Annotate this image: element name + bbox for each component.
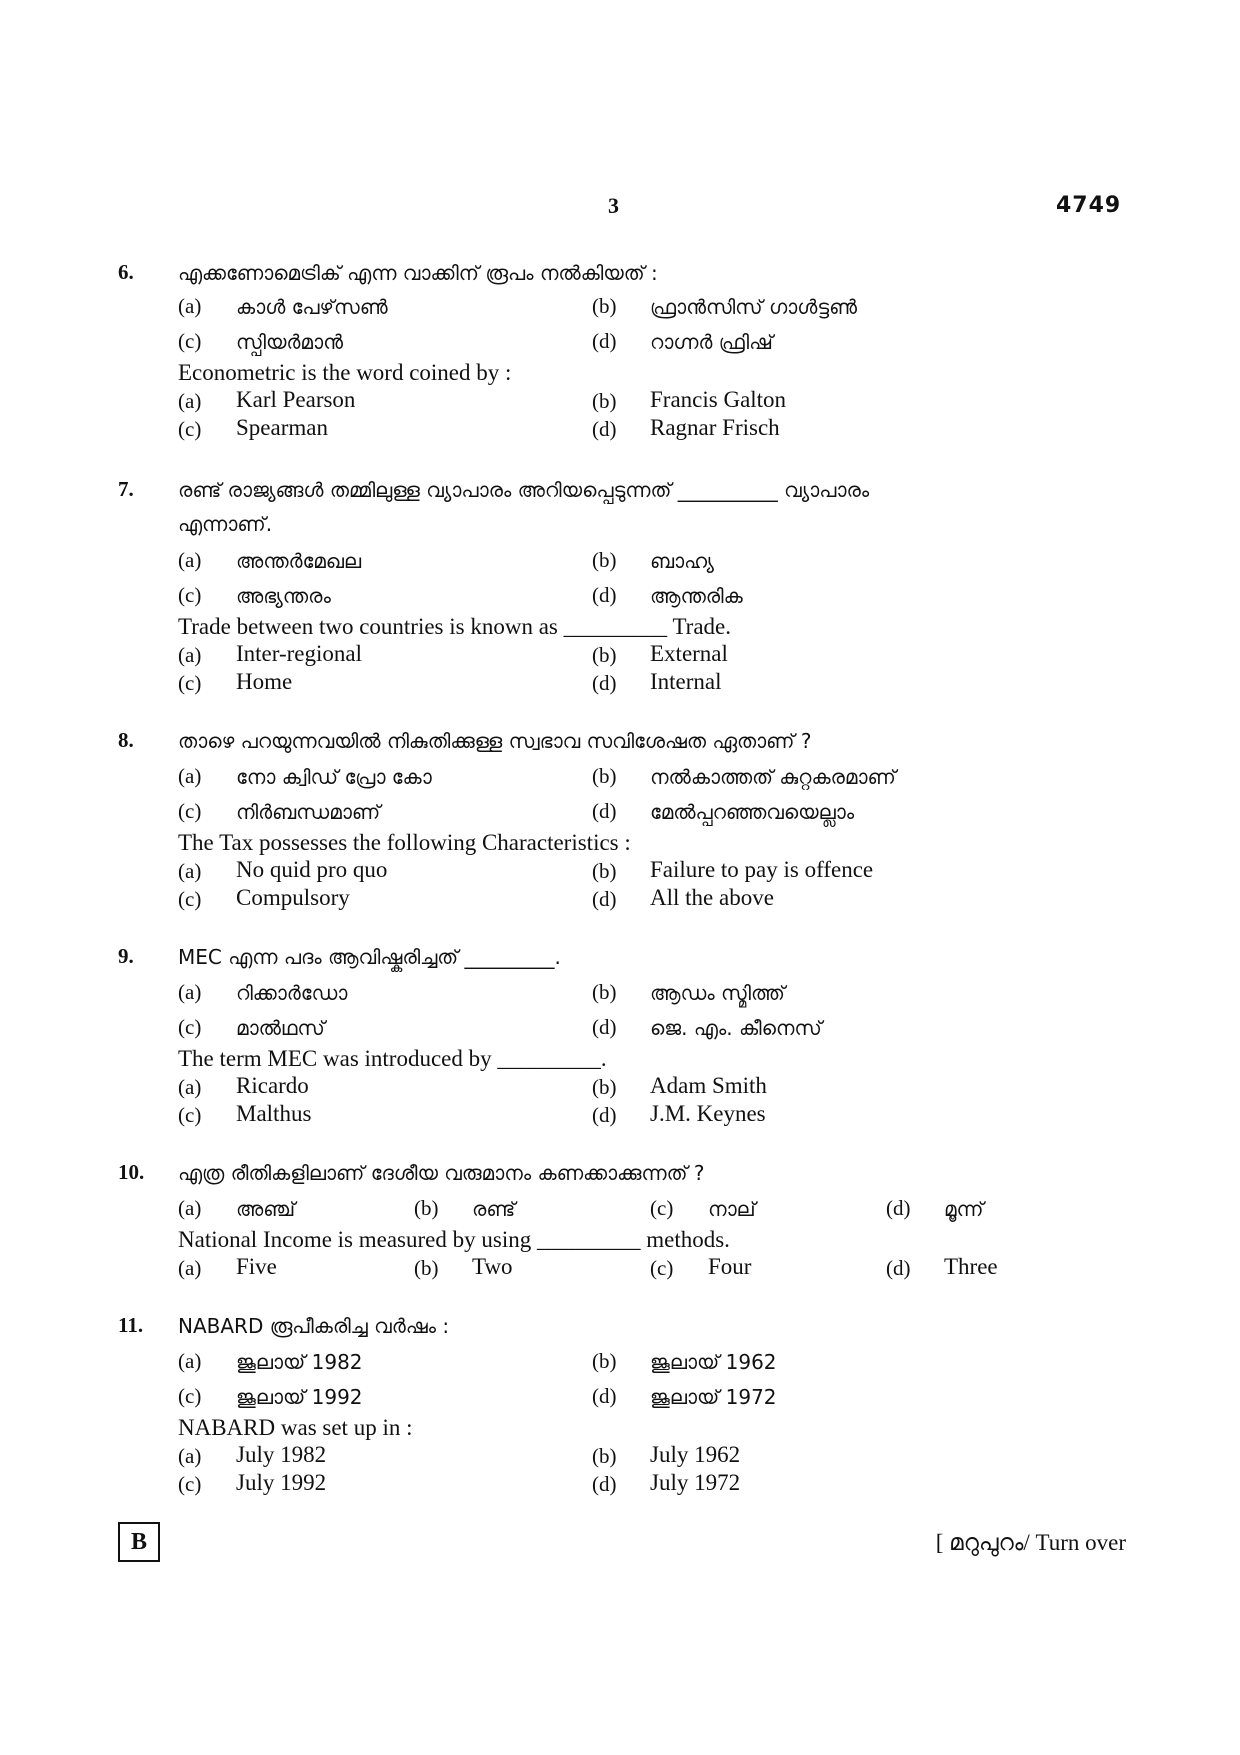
option-label: (c) [650,1256,674,1280]
option-text-ml: നൽകാത്തത് കുറ്റകരമാണ് [650,765,896,789]
option-text-en: Failure to pay is offence [650,857,874,882]
option-text-ml: ജൂലായ് 1982 [236,1350,363,1374]
question-stem-en: Econometric is the word coined by : [178,360,512,385]
option-label: (c) [178,1384,202,1408]
option-text-ml: അന്തർമേഖല [236,549,362,573]
option-label: (d) [592,1103,617,1127]
question-number: 7. [118,477,134,501]
option-label: (d) [592,329,617,353]
option-text-en: External [650,641,728,666]
option-label: (b) [592,859,617,883]
option-label: (d) [592,1015,617,1039]
question-stem-ml: താഴെ പറയുന്നവയിൽ നികുതിക്കുള്ള സ്വഭാവ സവിശേഷത ഏതാണ് ? [178,729,812,753]
option-text-en: Five [236,1254,277,1279]
option-text-en: Four [708,1254,752,1279]
option-label: (b) [592,1075,617,1099]
option-label: (c) [178,1015,202,1039]
option-label: (b) [592,980,617,1004]
option-label: (a) [178,389,202,413]
question-number: 10. [118,1160,145,1184]
paper-code: 4749 [1056,193,1122,218]
option-label: (c) [178,671,202,695]
option-text-ml: സ്പിയർമാൻ [236,330,343,354]
option-label: (c) [178,417,202,441]
option-text-ml: ജൂലായ് 1992 [236,1385,363,1409]
option-label: (a) [178,643,202,667]
option-label: (a) [178,548,202,572]
option-text-en: Karl Pearson [236,387,356,412]
option-label: (b) [592,294,617,318]
question-number: 8. [118,728,134,752]
option-text-en: Malthus [236,1101,312,1126]
option-text-ml: നോ ക്വിഡ് പ്രോ കോ [236,765,432,789]
option-text-en: No quid pro quo [236,857,388,882]
option-text-ml: കാൾ പേഴ്‌സൺ [236,295,388,319]
question-number: 6. [118,260,134,284]
option-label: (c) [178,887,202,911]
option-label: (d) [592,887,617,911]
option-text-ml: ഫ്രാൻസിസ് ഗാൾട്ടൺ [650,295,858,319]
question-stem-en: National Income is measured by using _________ methods. [178,1227,730,1252]
turn-over-note: [ മറുപുറം/ Turn over [935,1530,1126,1555]
option-text-en: Spearman [236,415,328,440]
question-number: 11. [118,1313,144,1337]
option-text-ml: ജൂലായ് 1972 [650,1385,777,1409]
question-stem-ml: NABARD രൂപീകരിച്ച വർഷം : [178,1314,450,1338]
option-text-ml: ആഡം സ്മിത്ത് [650,981,785,1005]
option-text-ml: റിക്കാർഡോ [236,981,348,1005]
question-number: 9. [118,944,134,968]
option-text-ml: മേൽപ്പറഞ്ഞവയെല്ലാം [650,800,855,824]
option-label: (d) [592,1472,617,1496]
question-stem-en: Trade between two countries is known as _________ Trade. [178,614,732,639]
option-text-en: Internal [650,669,722,694]
option-label: (a) [178,1349,202,1373]
option-label: (b) [592,764,617,788]
question-stem-ml-continued: എന്നാണ്. [178,512,273,536]
option-label: (c) [178,329,202,353]
option-text-en: Ricardo [236,1073,309,1098]
option-text-en: J.M. Keynes [650,1101,766,1126]
question-stem-ml: എത്ര രീതികളിലാണ് ദേശീയ വരുമാനം കണക്കാക്കുന്നത് ? [178,1161,705,1185]
option-text-en: July 1982 [236,1442,327,1467]
option-text-ml: ജൂലായ് 1962 [650,1350,777,1374]
option-text-en: Adam Smith [650,1073,767,1098]
option-text-en: Francis Galton [650,387,787,412]
option-label: (c) [178,799,202,823]
option-text-en: Two [472,1254,513,1279]
option-label: (a) [178,980,202,1004]
question-stem-ml: എക്കണോമെട്രിക് എന്ന വാക്കിന് രൂപം നൽകിയത് : [178,261,658,285]
option-text-ml: ബാഹ്യ [650,549,714,573]
option-text-en: All the above [650,885,774,910]
option-text-ml: റാഗ്നർ ഫ്രിഷ് [650,330,773,354]
option-text-ml: അഭ്യന്തരം [236,584,331,608]
question-stem-en: NABARD was set up in : [178,1415,413,1440]
question-stem-ml: രണ്ട് രാജ്യങ്ങൾ തമ്മിലുള്ള വ്യാപാരം അറിയപ്പെടുന്നത് __________ വ്യാപാരം [178,478,870,502]
option-text-en: Home [236,669,293,694]
option-text-ml: ആന്തരിക [650,584,743,608]
option-text-en: Three [944,1254,998,1279]
option-label: (d) [592,671,617,695]
option-label: (d) [592,583,617,607]
option-text-ml: രണ്ട് [472,1197,516,1221]
option-label: (a) [178,1075,202,1099]
option-label: (b) [592,389,617,413]
series-letter-box: B [118,1522,160,1562]
option-text-en: Compulsory [236,885,350,910]
option-label: (b) [414,1256,439,1280]
option-text-en: July 1992 [236,1470,327,1495]
option-text-ml: അഞ്ച് [236,1197,296,1221]
option-label: (c) [178,1103,202,1127]
page-number: 3 [608,193,619,218]
option-label: (c) [178,1472,202,1496]
option-label: (c) [178,583,202,607]
question-stem-en: The Tax possesses the following Characteristics : [178,830,631,855]
option-label: (d) [592,799,617,823]
option-label: (d) [592,417,617,441]
option-label: (b) [592,1444,617,1468]
option-label: (a) [178,1256,202,1280]
option-text-ml: മൂന്ന് [944,1197,984,1221]
option-label: (a) [178,859,202,883]
option-label: (c) [650,1196,674,1220]
option-text-ml: നിർബന്ധമാണ് [236,800,381,824]
option-label: (b) [592,548,617,572]
option-label: (d) [592,1384,617,1408]
option-label: (d) [886,1256,911,1280]
option-label: (d) [886,1196,911,1220]
option-text-ml: ജെ. എം. കീനെസ് [650,1016,822,1040]
option-label: (a) [178,1444,202,1468]
option-text-ml: മാൽഥസ് [236,1016,325,1040]
option-text-en: July 1972 [650,1470,741,1495]
option-label: (b) [414,1196,439,1220]
question-stem-en: The term MEC was introduced by _________. [178,1046,607,1071]
option-text-ml: നാല് [708,1197,756,1221]
option-label: (b) [592,1349,617,1373]
option-text-en: July 1962 [650,1442,741,1467]
option-label: (b) [592,643,617,667]
option-label: (a) [178,1196,202,1220]
option-text-en: Inter-regional [236,641,362,666]
option-label: (a) [178,764,202,788]
question-stem-ml: MEC എന്ന പദം ആവിഷ്കരിച്ചത് _________. [178,945,561,969]
option-text-en: Ragnar Frisch [650,415,780,440]
option-label: (a) [178,294,202,318]
